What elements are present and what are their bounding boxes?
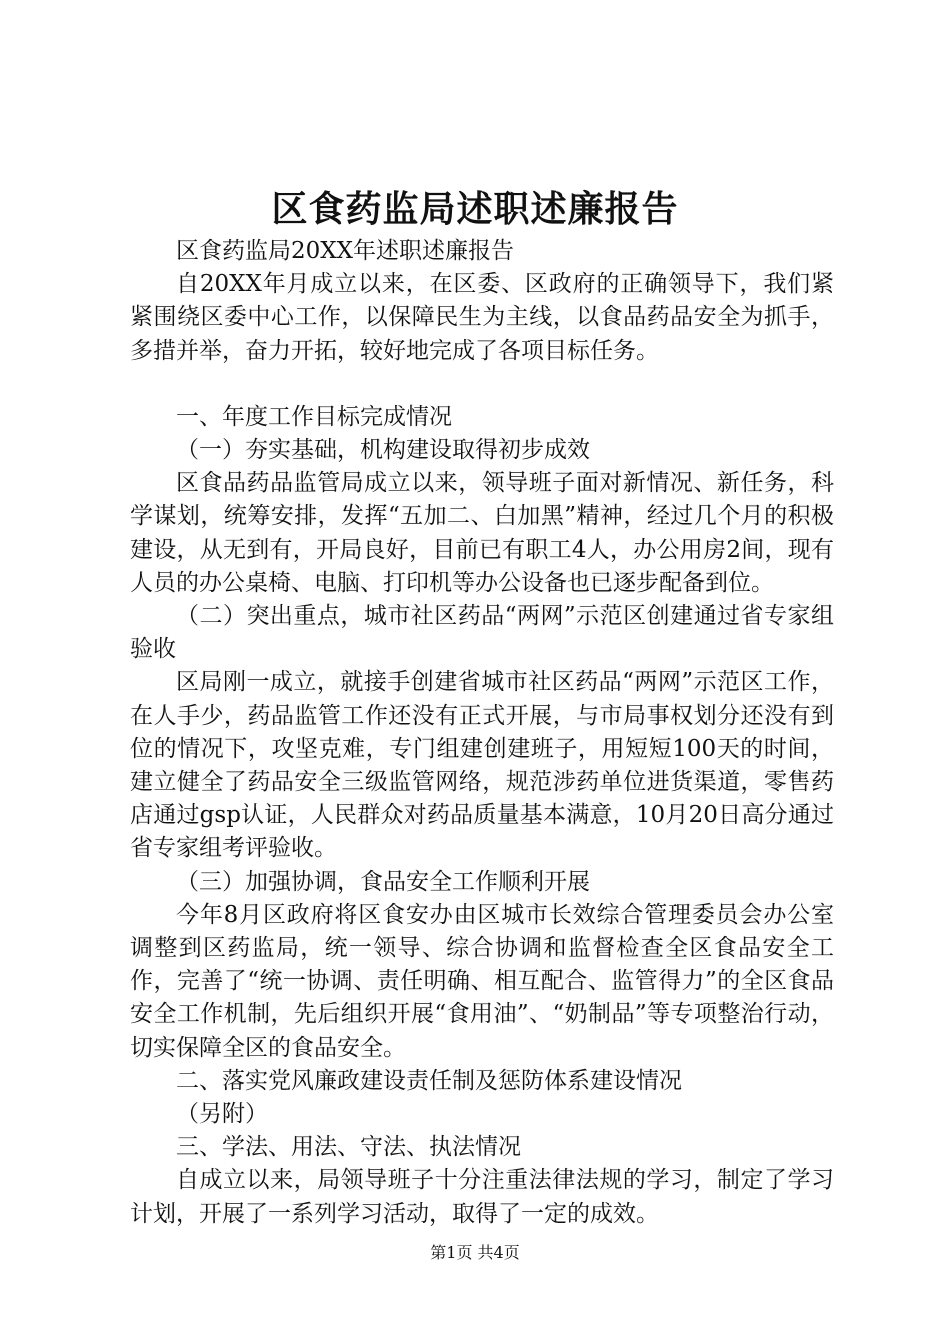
subsection-heading-1: （一）夯实基础，机构建设取得初步成效 (176, 437, 590, 464)
blank-line (130, 368, 834, 401)
section-heading-2: 二、落实党风廉政建设责任制及惩防体系建设情况 (176, 1067, 682, 1094)
subsection-heading-2: （二）突出重点，城市社区药品“两网”示范区创建通过省专家组验收 (130, 603, 834, 663)
subsection-heading-3: （三）加强协调，食品安全工作顺利开展 (176, 868, 590, 895)
section-note: （另附） (176, 1101, 268, 1128)
section-heading-1: 一、年度工作目标完成情况 (176, 403, 452, 430)
section-heading-3: 三、学法、用法、守法、执法情况 (176, 1134, 521, 1161)
paragraph-4: 自成立以来，局领导班子十分注重法律法规的学习，制定了学习计划，开展了一系列学习活动，取得了一定的成效。 (130, 1167, 834, 1227)
paragraph-subtitle: 区食药监局20XX年述职述廉报告 (176, 238, 515, 264)
document-body (130, 235, 834, 1231)
paragraph-2: 区局刚一成立，就接手创建省城市社区药品“两网”示范区工作，在人手少，药品监管工作还没有正式开展，与市局事权划分还没有到位的情况下，攻坚克难，专门组建创建班子，用短短100天的时间，建立健全了药品安全三级监管网络，规范涉药单位进货渠道，零售药店通过gsp认证，人民群众对药品质量基本满意，10月20日高分通过省专家组考评验收。 (130, 669, 834, 862)
page-footer: 第1页 共4页 (430, 1243, 520, 1262)
document-title: 区食药监局述职述廉报告 (271, 188, 679, 230)
paragraph-1: 区食品药品监管局成立以来，领导班子面对新情况、新任务，科学谋划，统筹安排，发挥“五加二、白加黑”精神，经过几个月的积极建设，从无到有，开局良好，目前已有职工4人，办公用房2间，现有人员的办公桌椅、电脑、打印机等办公设备也已逐步配备到位。 (130, 470, 834, 596)
paragraph-3: 今年8月区政府将区食安办由区城市长效综合管理委员会办公室调整到区药监局，统一领导、综合协调和监督检查全区食品安全工作，完善了“统一协调、责任明确、相互配合、监管得力”的全区食品安全工作机制，先后组织开展“食用油”、“奶制品”等专项整治行动，切实保障全区的食品安全。 (130, 901, 834, 1061)
paragraph-intro: 自20XX年月成立以来，在区委、区政府的正确领导下，我们紧紧围绕区委中心工作，以保障民生为主线，以食品药品安全为抓手，多措并举，奋力开拓，较好地完成了各项目标任务。 (130, 271, 834, 364)
